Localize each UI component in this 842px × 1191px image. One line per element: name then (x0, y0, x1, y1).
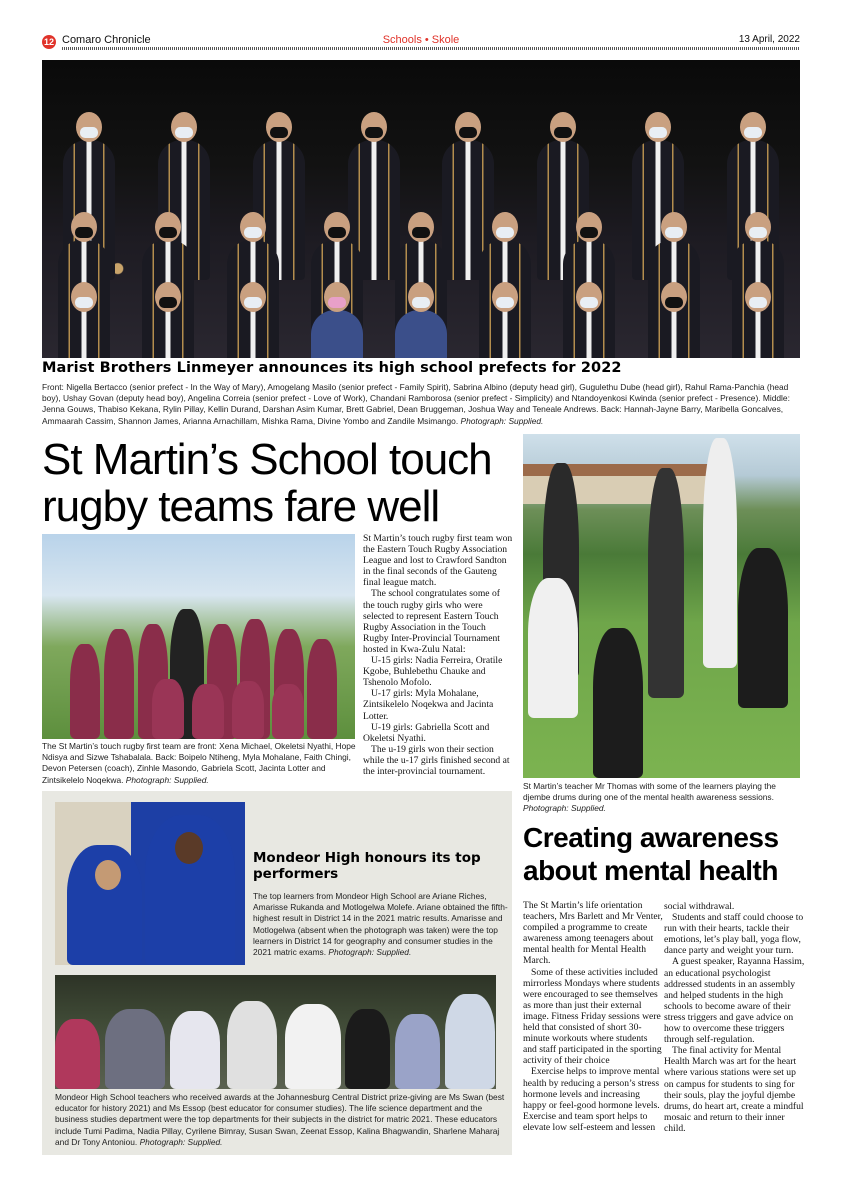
section-label: Schools • Skole (382, 34, 460, 46)
photo-credit: Photograph: Supplied. (523, 803, 606, 814)
drums-photo-caption: St Martin’s teacher Mr Thomas with some of the learners playing the djembe drums during one of the mental health awareness sessions. Photograph: Supplied. (523, 781, 776, 814)
photo-credit: Photograph: Supplied. (460, 415, 544, 426)
publication-name: Comaro Chronicle (62, 34, 151, 46)
page-number-badge: 12 (43, 37, 54, 47)
rugby-body: St Martin’s touch rugby first team won the Eastern Touch Rugby Association League and lost to Crawford Sandton in the final seconds of the Gauteng final league match. The school congratulates some of the touch rugby girls who were selected to represent Eastern Touch Rugby Association in the Touch Rugby Inter-Provincial Tournament hosted in Kwa-Zulu Natal: U-15 girls: Nadia Ferreira, Oratile Kgobe, Buhlebethu Chauke and Tshenolo Mofolo. U-17 girls: Myla Mohalane, Zintsikelelo Noqekwa and Jacinta Lotter. U-19 girls: Gabriella Scott and Okeletsi Nyathi. The u-19 girls won their section while the u-17 girls finished second at the inter-provincial tournament. (363, 533, 513, 777)
issue-date: 13 April, 2022 (738, 34, 800, 45)
page-header (42, 34, 800, 50)
mondeor-headline: Mondeor High honours its top performers (253, 850, 481, 882)
mondeor-text: The top learners from Mondeor High School are Ariane Riches, Amarisse Rukanda and Motlogelwa Molefe. Ariane obtained the fifth-highest result in District 14 in the 2021 matric results. Amarisse and Motlogelwa (absent when the photograph was taken) were the top learners in District 14 for geography and consumer studies in the 2021 matric exams. Photograph: Supplied. (253, 891, 508, 958)
rugby-headline: St Martin’s School touch rugby teams fare well (42, 435, 492, 531)
rugby-team-photo (42, 534, 355, 739)
header-rule (62, 47, 800, 50)
rugby-photo-caption: The St Martin’s touch rugby first team are front: Xena Michael, Okeletsi Nyathi, Hope Ndisya and Sizwe Tshabalala. Back: Boipelo Ntiheng, Myla Mohalane, Faith Chingi, Devon Petersen (coach), Zinhle Masondo, Gabriela Scott, Jacinta Lotter and Zintsikelelo Noqekwa. Photograph: Supplied. (42, 741, 356, 785)
prefects-caption: Front: Nigella Bertacco (senior prefect - In the Way of Mary), Amogelang Masilo (senior prefect - Family Spirit), Sabrina Albino (deputy head girl), Gugulethu Dube (head girl), Rahul Rama-Panchia (head boy), Ushay Govan (deputy head boy), Angelina Correia (senior prefect - Love of Work), Chandani Ramborosa (senior prefect - Simplicity) and Ntandoyenkosi Kwinda (senior prefect - Presence). Middle: Jenna Gouws, Thabiso Kekana, Rylin Pillay, Kellin Durand, Darshan Asim Kumar, Brett Gabriel, Dean Bruggeman, Joshua Way and Teneale Andrews. Back: Hannah-Jayne Barry, Maribella Goncalves, Ammaarah Cassim, Shannon James, Arianna Arnachillam, Mishka Rama, Divine Yombo and Zandile Msimango. Photograph: Supplied. (42, 382, 790, 426)
photo-credit: Photograph: Supplied. (328, 947, 412, 958)
mental-health-column-1: The St Martin’s life orientation teachers, Mrs Barlett and Mr Venter, compiled a programme to create awareness among teenagers about mental health for Mental Health March. Some of these activities included mirrorless Mondays where students were encouraged to see themselves as more than just their external image. Fitness Friday sessions were held that consisted of short 30-minute workouts where students and staff participated in the sporting activity of their choice Exercise helps to improve mental health by reducing a person’s stress hormone levels and increasing happy or feel-good hormone levels. Exercise and team sport helps to elevate low self-esteem and lessen (523, 900, 663, 1133)
mondeor-teachers-caption: Mondeor High School teachers who received awards at the Johannesburg Central District prize-giving are Ms Swan (best educator for history 2021) and Ms Essop (best educator for consumer studies). The life science department and the business studies department were the top departments for their subjects in the district for matric 2021. These educators include Tumi Padima, Nadia Pillay, Cyrilene Bimray, Susan Swan, Zeenat Essop, Kalina Bhagwandin, Sharlene Maharaj and Dr Tony Antoniou. Photograph: Supplied. (55, 1092, 505, 1147)
photo-credit: Photograph: Supplied. (125, 774, 209, 785)
mental-health-headline: Creating awareness about mental health (523, 822, 779, 886)
mental-health-column-2: social withdrawal. Students and staff could choose to run with their hearts, tackle their emotions, let’s play ball, yoga flow, dance party and weight your turn. A guest speaker, Rayanna Hassim, an educational psychologist addressed students in an assembly and helped students in the high schools to become aware of their stress triggers and gave advice on how to overcome these triggers through self-regulation. The final activity for Mental Health March was art for the heart where various stations were set up on campus for students to sing for their souls, play the joyful djembe drums, do heart art, create a mindful mosaic and return to their inner child. (664, 901, 805, 1134)
mondeor-learners-photo (55, 802, 245, 965)
djembe-drums-photo (523, 434, 800, 778)
prefects-headline: Marist Brothers Linmeyer announces its high school prefects for 2022 (42, 360, 622, 376)
prefects-photo (42, 60, 800, 358)
photo-credit: Photograph: Supplied. (139, 1136, 223, 1147)
mondeor-teachers-photo (55, 975, 496, 1089)
prefects-front-row (42, 310, 800, 358)
